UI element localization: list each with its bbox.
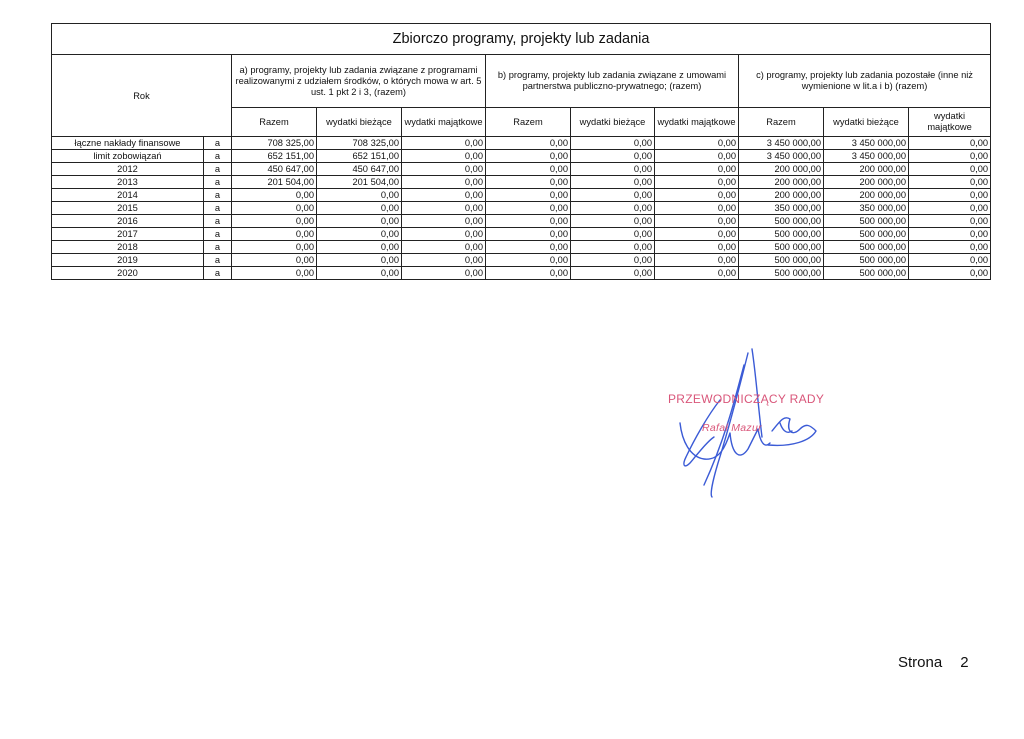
value-cell: 0,00: [571, 189, 655, 202]
value-cell: 0,00: [909, 163, 991, 176]
value-cell: 0,00: [655, 215, 739, 228]
value-cell: 0,00: [232, 267, 317, 280]
value-cell: 0,00: [909, 137, 991, 150]
value-cell: 200 000,00: [824, 176, 909, 189]
value-cell: 450 647,00: [232, 163, 317, 176]
value-cell: 350 000,00: [739, 202, 824, 215]
row-code: a: [204, 228, 232, 241]
value-cell: 500 000,00: [739, 228, 824, 241]
value-cell: 200 000,00: [739, 189, 824, 202]
table-row: [52, 254, 991, 267]
value-cell: 500 000,00: [739, 254, 824, 267]
value-cell: 0,00: [486, 254, 571, 267]
official-stamp: [668, 392, 825, 434]
value-cell: 0,00: [486, 176, 571, 189]
row-code: a: [204, 189, 232, 202]
column-header: wydatki majątkowe: [402, 108, 486, 137]
value-cell: 0,00: [402, 267, 486, 280]
value-cell: 0,00: [571, 215, 655, 228]
row-label: 2020: [52, 267, 204, 280]
value-cell: 0,00: [486, 137, 571, 150]
value-cell: 0,00: [571, 137, 655, 150]
value-cell: 200 000,00: [739, 163, 824, 176]
value-cell: 0,00: [317, 254, 402, 267]
stamp-role: PRZEWODNICZĄCY RADY: [668, 392, 825, 406]
value-cell: 500 000,00: [739, 241, 824, 254]
value-cell: 3 450 000,00: [824, 150, 909, 163]
table-row: [52, 228, 991, 241]
value-cell: 350 000,00: [824, 202, 909, 215]
value-cell: 0,00: [402, 150, 486, 163]
value-cell: 0,00: [486, 202, 571, 215]
value-cell: 200 000,00: [824, 189, 909, 202]
value-cell: 0,00: [486, 228, 571, 241]
value-cell: 0,00: [317, 267, 402, 280]
value-cell: 0,00: [402, 215, 486, 228]
group-a-header: a) programy, projekty lub zadania związane z programami realizowanymi z udziałem środków, o których mowa w art. 5 ust. 1 pkt 2 i 3, (razem): [232, 55, 486, 108]
programs-table: [51, 23, 991, 280]
row-code: a: [204, 267, 232, 280]
value-cell: 0,00: [655, 176, 739, 189]
value-cell: 0,00: [402, 163, 486, 176]
row-code: a: [204, 176, 232, 189]
value-cell: 0,00: [402, 137, 486, 150]
table-row: [52, 150, 991, 163]
column-header: wydatki majątkowe: [909, 108, 991, 137]
row-label: 2016: [52, 215, 204, 228]
row-code: a: [204, 254, 232, 267]
value-cell: 652 151,00: [317, 150, 402, 163]
value-cell: 0,00: [486, 189, 571, 202]
value-cell: 3 450 000,00: [739, 150, 824, 163]
column-header: wydatki bieżące: [571, 108, 655, 137]
row-label: 2017: [52, 228, 204, 241]
value-cell: 0,00: [317, 202, 402, 215]
row-label: 2014: [52, 189, 204, 202]
value-cell: 0,00: [655, 189, 739, 202]
table-row: [52, 137, 991, 150]
row-label: limit zobowiązań: [52, 150, 204, 163]
value-cell: 652 151,00: [232, 150, 317, 163]
value-cell: 0,00: [402, 202, 486, 215]
page-number: 2: [960, 654, 969, 671]
value-cell: 708 325,00: [232, 137, 317, 150]
value-cell: 0,00: [486, 215, 571, 228]
value-cell: 0,00: [317, 228, 402, 241]
row-code: a: [204, 137, 232, 150]
value-cell: 0,00: [909, 267, 991, 280]
value-cell: 0,00: [232, 202, 317, 215]
value-cell: 0,00: [232, 189, 317, 202]
column-header: wydatki bieżące: [824, 108, 909, 137]
table-row: [52, 241, 991, 254]
value-cell: 0,00: [571, 228, 655, 241]
value-cell: 0,00: [402, 176, 486, 189]
value-cell: 500 000,00: [824, 215, 909, 228]
value-cell: 0,00: [655, 241, 739, 254]
row-code: a: [204, 202, 232, 215]
table-row: [52, 163, 991, 176]
table-row: [52, 267, 991, 280]
value-cell: 0,00: [909, 254, 991, 267]
value-cell: 0,00: [909, 176, 991, 189]
value-cell: 0,00: [232, 228, 317, 241]
table-row: [52, 202, 991, 215]
column-header: wydatki majątkowe: [655, 108, 739, 137]
value-cell: 0,00: [486, 241, 571, 254]
value-cell: 0,00: [909, 202, 991, 215]
column-header: Razem: [232, 108, 317, 137]
table-row: [52, 176, 991, 189]
value-cell: 0,00: [655, 267, 739, 280]
table-row: [52, 215, 991, 228]
value-cell: 201 504,00: [317, 176, 402, 189]
value-cell: 0,00: [655, 137, 739, 150]
value-cell: 0,00: [655, 254, 739, 267]
value-cell: 0,00: [486, 150, 571, 163]
value-cell: 0,00: [909, 228, 991, 241]
group-c-header: c) programy, projekty lub zadania pozostałe (inne niż wymienione w lit.a i b) (razem): [739, 55, 991, 108]
value-cell: 500 000,00: [739, 267, 824, 280]
column-header: Razem: [486, 108, 571, 137]
value-cell: 0,00: [571, 267, 655, 280]
value-cell: 0,00: [402, 228, 486, 241]
row-code: a: [204, 150, 232, 163]
column-header: Razem: [739, 108, 824, 137]
value-cell: 500 000,00: [824, 254, 909, 267]
value-cell: 0,00: [909, 150, 991, 163]
value-cell: 0,00: [402, 254, 486, 267]
value-cell: 450 647,00: [317, 163, 402, 176]
row-code: a: [204, 163, 232, 176]
value-cell: 0,00: [571, 176, 655, 189]
value-cell: 0,00: [571, 163, 655, 176]
row-code: a: [204, 241, 232, 254]
value-cell: 3 450 000,00: [824, 137, 909, 150]
table-row: [52, 189, 991, 202]
value-cell: 200 000,00: [739, 176, 824, 189]
value-cell: 0,00: [232, 215, 317, 228]
stamp-name: Rafał Mazur: [702, 422, 762, 434]
value-cell: 0,00: [655, 150, 739, 163]
value-cell: 708 325,00: [317, 137, 402, 150]
table-title: Zbiorczo programy, projekty lub zadania: [52, 24, 991, 55]
row-code: a: [204, 215, 232, 228]
value-cell: 0,00: [486, 163, 571, 176]
row-label: 2013: [52, 176, 204, 189]
value-cell: 0,00: [909, 189, 991, 202]
value-cell: 200 000,00: [824, 163, 909, 176]
value-cell: 0,00: [571, 254, 655, 267]
value-cell: 3 450 000,00: [739, 137, 824, 150]
value-cell: 0,00: [909, 241, 991, 254]
value-cell: 0,00: [571, 202, 655, 215]
value-cell: 500 000,00: [739, 215, 824, 228]
value-cell: 0,00: [232, 254, 317, 267]
value-cell: 0,00: [317, 189, 402, 202]
value-cell: 500 000,00: [824, 241, 909, 254]
value-cell: 0,00: [317, 215, 402, 228]
value-cell: 0,00: [571, 150, 655, 163]
row-label: 2012: [52, 163, 204, 176]
group-b-header: b) programy, projekty lub zadania związane z umowami partnerstwa publiczno-prywatnego; (razem): [486, 55, 739, 108]
value-cell: 500 000,00: [824, 228, 909, 241]
value-cell: 0,00: [655, 202, 739, 215]
rok-header: Rok: [52, 55, 232, 137]
value-cell: 0,00: [655, 163, 739, 176]
value-cell: 0,00: [486, 267, 571, 280]
row-label: łączne nakłady finansowe: [52, 137, 204, 150]
page-footer: [898, 654, 969, 671]
value-cell: 0,00: [317, 241, 402, 254]
column-header: wydatki bieżące: [317, 108, 402, 137]
row-label: 2019: [52, 254, 204, 267]
value-cell: 0,00: [402, 241, 486, 254]
row-label: 2015: [52, 202, 204, 215]
value-cell: 0,00: [571, 241, 655, 254]
value-cell: 201 504,00: [232, 176, 317, 189]
value-cell: 0,00: [402, 189, 486, 202]
value-cell: 0,00: [909, 215, 991, 228]
value-cell: 0,00: [232, 241, 317, 254]
value-cell: 500 000,00: [824, 267, 909, 280]
page-label: Strona: [898, 654, 943, 671]
row-label: 2018: [52, 241, 204, 254]
value-cell: 0,00: [655, 228, 739, 241]
